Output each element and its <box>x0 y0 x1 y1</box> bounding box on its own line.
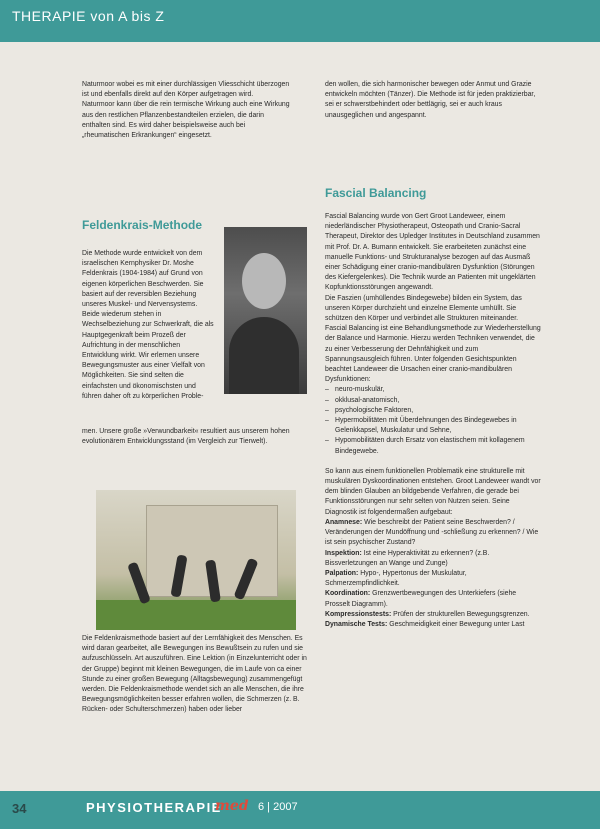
paragraph: den wollen, die sich harmonischer bewegen oder Anmut und Grazie entwickeln möchten (Tänzer). Die Methode ist für jeden praktizierbar, sei er schwerstbehindert oder bettlägrig, sei er auch kraus unausgeglichen und angespannt. <box>325 81 536 119</box>
diagnostic-text: Grenzwertbewegungen des Unterkiefers (siehe Prosselt Diagramm). <box>325 590 517 608</box>
photo-lawn <box>96 600 296 630</box>
dancers-photo <box>96 490 296 630</box>
diagnostic-text: Hypo-, Hypertonus der Muskulatur, Schmerzempfindlichkeit. <box>325 569 467 588</box>
diagnostic-text: Wie beschreibt der Patient seine Beschwerden? / Veränderungen der Mundöffnung und -schließung zu erkennen? / Wie ist sein psychischer Zustand? <box>325 518 539 547</box>
diagnostic-text: Ist eine Hyperaktivität zu erkennen? (z.B. Bissverletzungen an Wange und Zunge) <box>325 549 490 567</box>
diagnostic-item <box>325 589 541 609</box>
diagnostic-term: Palpation: <box>325 569 359 577</box>
diagnostic-item <box>325 610 541 620</box>
feldenkrais-method-text: Die Feldenkraismethode basiert auf der Lernfähigkeit des Menschen. Es wird daran gearbeitet, alle Bewegungen ins Bewußtsein zu rufen und sie aufzuschlüsseln. Art auszuführen. Eine Lektion (in Einzelunterricht oder in der Gruppe) beginnt mit kleinen Bewegungen, die im Laufe von ca einer Stunde zu einer großen Bewegung (Alltagsbewegung) zusammengefügt werden. Die Feldenkraismethode wendet sich an alle Menschen, die ihre Bewegungsmöglichkeiten besser erfahren wollen, die Schmerzen (z. B. Rücken- oder Schulterschmerzen) haben oder lieber <box>82 635 307 714</box>
feldenkrais-portrait-photo <box>224 227 307 394</box>
page-header-bar <box>0 0 600 42</box>
section-title: THERAPIE von A bis Z <box>12 8 165 24</box>
list-item: – psychologische Faktoren, <box>325 406 541 416</box>
diagnostic-term: Anamnese: <box>325 518 363 526</box>
diagnostic-term: Kompressionstests: <box>325 610 392 618</box>
column-left-top <box>82 80 292 141</box>
list-item: – okklusal-anatomisch, <box>325 396 541 406</box>
list-item: – Hypermobilitäten mit Überdehnungen des Bindegewebes in Gelenkkapsel, Muskulatur und Sehne, <box>325 416 541 436</box>
column-right <box>325 80 541 121</box>
diagnostic-item <box>325 620 541 630</box>
feldenkrais-heading: Feldenkrais-Methode <box>82 218 203 232</box>
list-item: – neuro-muskulär, <box>325 385 541 395</box>
page-number: 34 <box>12 801 27 816</box>
issue-number: 6 | 2007 <box>258 801 298 813</box>
diagnostic-item <box>325 549 541 569</box>
diagnostic-term: Koordination: <box>325 590 371 598</box>
paragraph: Naturmoor kann über die rein termische Wirkung auch eine Wirkung aus den restlichen Pflanzenbestandteilen erzielen, die darin enthalten sind. Es wird daher beispielsweise auch bei „rheumatischen Erkrankungen“ eingesetzt. <box>82 101 290 140</box>
magazine-med-logo: med <box>215 798 249 814</box>
paragraph: Naturmoor wobei es mit einer durchlässigen Vliesschicht überzogen ist und ebenfalls direkt auf den Körper aufgetragen wird. <box>82 81 290 99</box>
feldenkrais-intro-text: Die Methode wurde entwickelt von dem israelischen Kernphysiker Dr. Moshe Feldenkrais (1904-1984) auf Grund von eigenen körperlichen Beschwerden. Sie basiert auf der reversiblen Beziehung unseres Muskel- und Nervensystems. Beide wiederum stehen in Wechselbeziehung zur Schwerkraft, die als Hauptgegenkraft beim Prozeß der Aufrichtung in der menschlichen Entwicklung wirkt. Wir erlernen unsere Bewegungsmuster aus einer Vielfalt von Möglichkeiten. Sie sind selten die einfachsten und ökonomischsten und führen daher oft zu körperlichen Proble- <box>82 250 214 400</box>
causes-list <box>325 385 541 456</box>
paragraph: Fascial Balancing wurde von Gert Groot Landeweer, einem niederländischer Physiotherapeut, Osteopath und Cranio-Sacral Therapeut, Direktor des Upledger Institutes in Deutschland zusammen mit Prof. Dr. A. Bumann entwickelt. Sie erarbeiteten zunächst eine manuelle Funktions- und Strukturanalyse bezogen auf das Ausmaß einer Schädigung einer cranio-mandibulären Dysfunktion (Störungen des Kiefergelenkes). Die Technik wurde an Patienten mit ungeklärten Kopfunktionsstörungen angewandt. <box>325 213 540 292</box>
diagnostic-text: Prüfen der strukturellen Bewegungsgrenzen. <box>393 610 530 618</box>
paragraph: So kann aus einem funktionellen Problematik eine strukturelle mit muskulären Dyskoordinationen entstehen. Groot Landeweer wandt vor dem blinden Glauben an bildgebende Verfahren, die gerade bei Funktionsstörungen nur sehr selten von Nutzen seien. Seine Diagnostik ist folgendermaßen aufgebaut: <box>325 467 541 516</box>
diagnostic-term: Inspektion: <box>325 549 362 557</box>
diagnostic-item <box>325 569 541 589</box>
portrait-body <box>229 317 299 394</box>
page-footer-bar <box>0 791 600 829</box>
fascial-balancing-body <box>325 212 541 630</box>
magazine-name: PHYSIOTHERAPIE <box>86 800 222 815</box>
fascial-balancing-heading: Fascial Balancing <box>325 186 427 200</box>
diagnostic-text: Geschmeidigkeit einer Bewegung unter Last <box>389 620 525 628</box>
list-item: – Hypomobilitäten durch Ersatz von elastischem mit kollagenem Bindegewebe. <box>325 436 541 456</box>
feldenkrais-continued-text: men. Unsere große »Verwundbarkeit« resultiert aus unserem hohen evolutionärem Entwicklungsstand (im Vergleich zur Tierwelt). <box>82 428 290 446</box>
diagnostic-term: Dynamische Tests: <box>325 620 388 628</box>
portrait-face <box>242 253 286 309</box>
diagnostic-item <box>325 518 541 549</box>
paragraph: Die Faszien (umhüllendes Bindegewebe) bilden ein System, das unseren Körper durchzieht und einzelne Elemente umhüllt. Sie schützen den Körper und verbindet alle Strukturen miteinander. Fascial Balancing ist eine Behandlungsmethode zur Wiederherstellung der Balance und Harmonie. Hierzu werden Techniken verwendet, die zu einer Verbesserung der Dehnfähigkeit und zum Spannungsausgleich führen. Unter folgenden Gesichtspunkten beachtet Landeweer die Ursachen einer cranio-mandibulären Dysfunktionen: <box>325 294 541 384</box>
